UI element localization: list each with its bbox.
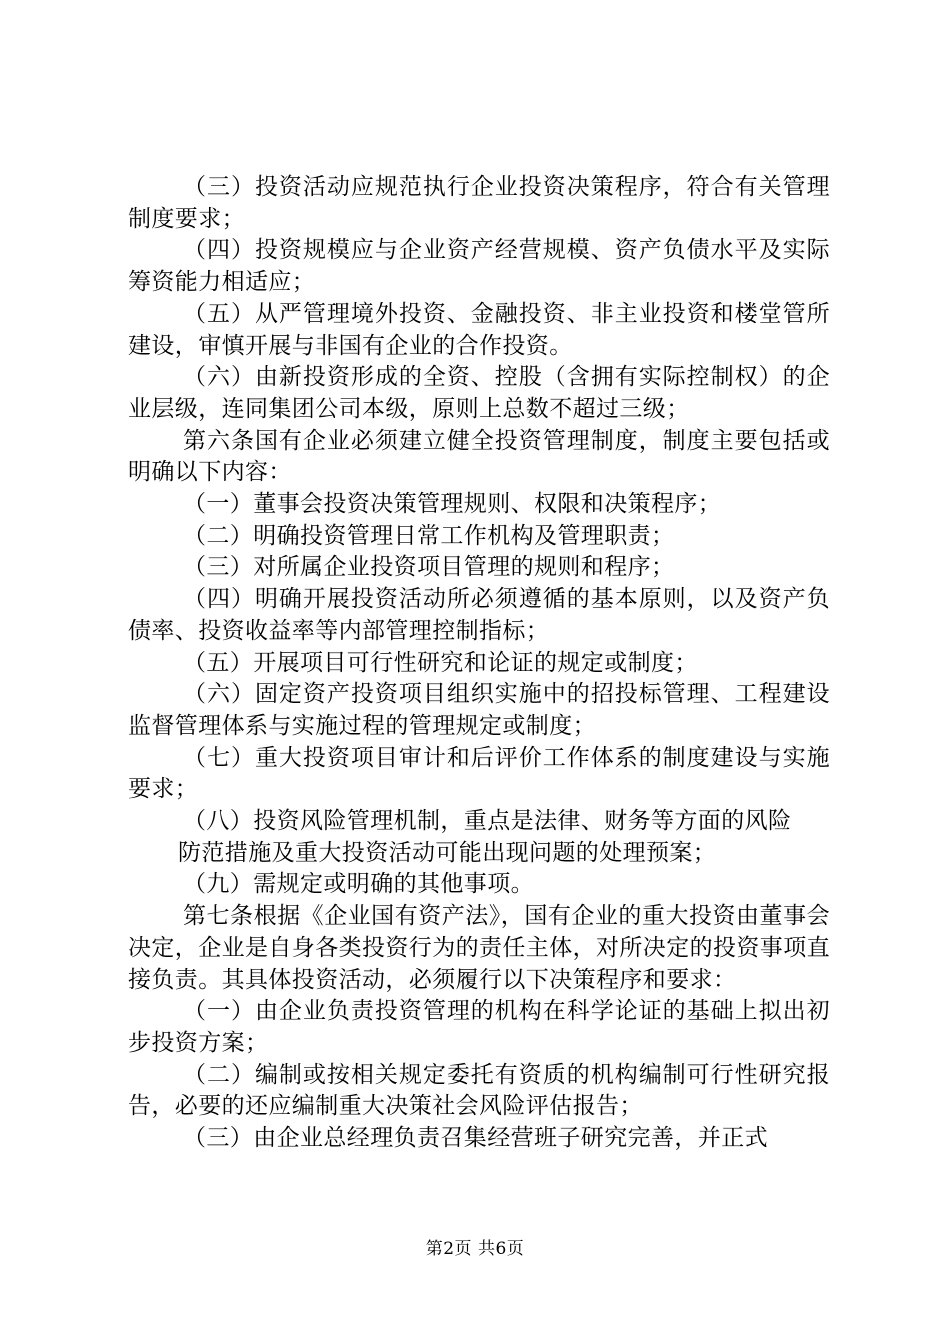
paragraph-3-2: （四）投资规模应与企业资产经营规模、资产负债水平及实际筹资能力相适应； [128,237,830,296]
article-6-heading: 第六条国有企业必须建立健全投资管理制度，制度主要包括或明确以下内容： [128,427,830,486]
article-6-item-1: （一）董事会投资决策管理规则、权限和决策程序； [183,491,722,518]
article-6-item-8: （八）投资风险管理机制，重点是法律、财务等方面的风险 [183,808,792,835]
article-7-item-2: （二）编制或按相关规定委托有资质的机构编制可行性研究报告，必要的还应编制重大决策社会风险评估报告； [128,1061,830,1120]
page-footer: 第2页 共6页 [425,1239,525,1259]
article-7-heading: 第七条根据《企业国有资产法》，国有企业的重大投资由董事会决定，企业是自身各类投资行为的责任主体，对所决定的投资事项直接负责。其具体投资活动，必须履行以下决策程序和要求： [128,903,830,993]
paragraph-3-1: （三）投资活动应规范执行企业投资决策程序，符合有关管理制度要求； [128,174,830,232]
article-6-item-5: （五）开展项目可行性研究和论证的规定或制度； [183,649,698,676]
article-6-item-3: （三）对所属企业投资项目管理的规则和程序； [183,554,675,581]
article-6-item-9: （九）需规定或明确的其他事项。 [183,871,534,898]
article-6-item-8-continued: 防范措施及重大投资活动可能出现问题的处理预案； [178,839,717,866]
article-6-item-4: （四）明确开展投资活动所必须遵循的基本原则，以及资产负债率、投资收益率等内部管理控制指标； [128,586,830,644]
article-7-item-3: （三）由企业总经理负责召集经营班子研究完善，并正式 [183,1125,768,1152]
article-7-item-1: （一）由企业负责投资管理的机构在科学论证的基础上拟出初步投资方案； [128,998,830,1056]
document-body [128,172,830,1155]
article-6-item-2: （二）明确投资管理日常工作机构及管理职责； [183,522,675,549]
article-6-item-7: （七）重大投资项目审计和后评价工作体系的制度建设与实施要求； [128,744,830,803]
article-6-item-6: （六）固定资产投资项目组织实施中的招投标管理、工程建设监督管理体系与实施过程的管理规定或制度； [128,681,830,739]
paragraph-3-4: （六）由新投资形成的全资、控股（含拥有实际控制权）的企业层级，连同集团公司本级，原则上总数不超过三级； [128,364,830,422]
paragraph-3-3: （五）从严管理境外投资、金融投资、非主业投资和楼堂管所建设，审慎开展与非国有企业的合作投资。 [128,300,830,359]
